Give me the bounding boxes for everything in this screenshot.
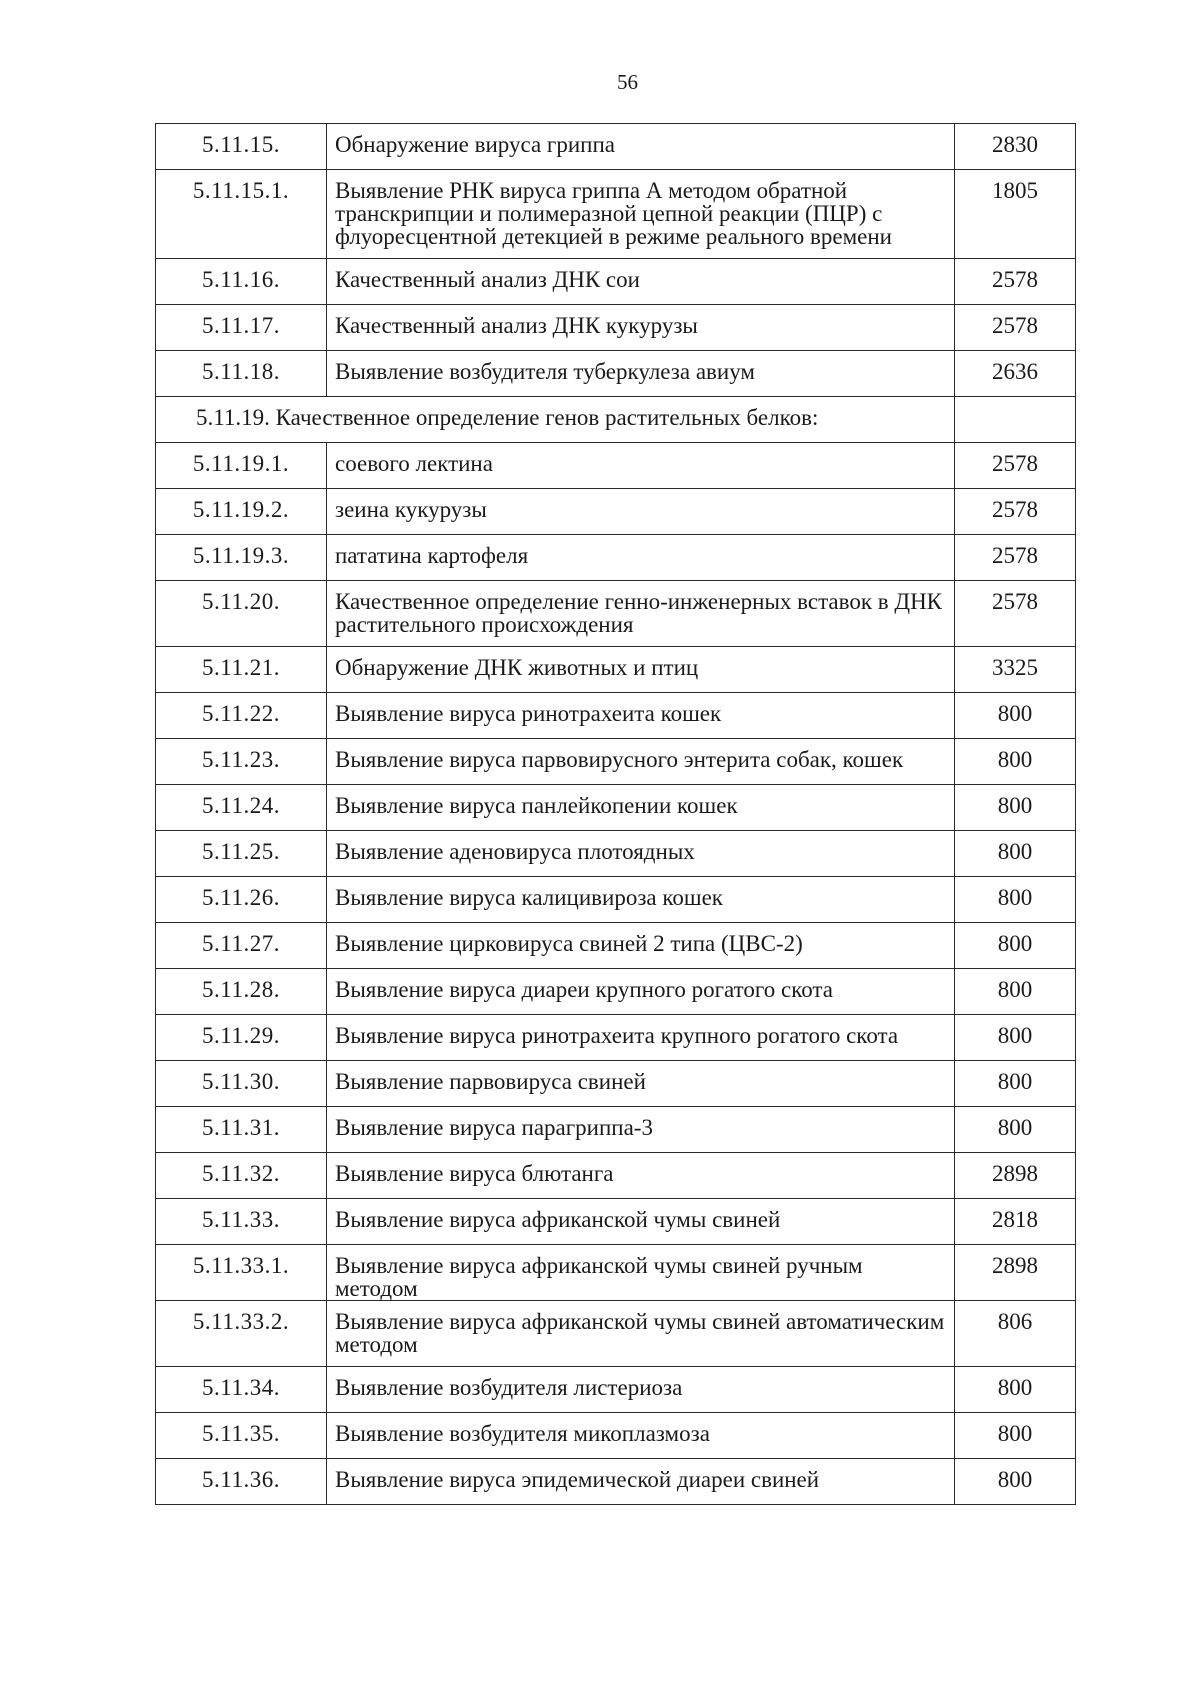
service-name-cell: Выявление парвовируса свиней <box>327 1061 955 1107</box>
table-row <box>156 831 1076 877</box>
service-name-cell: Выявление вируса калицивироза кошек <box>327 877 955 923</box>
code-cell: 5.11.28. <box>156 969 327 1015</box>
table-row <box>156 785 1076 831</box>
price-cell: 2578 <box>955 259 1076 305</box>
price-cell: 800 <box>955 785 1076 831</box>
table-row <box>156 1245 1076 1301</box>
price-cell: 800 <box>955 877 1076 923</box>
service-name-cell: зеина кукурузы <box>327 489 955 535</box>
section-heading: 5.11.19. Качественное определение генов растительных белков: <box>156 397 955 443</box>
code-cell: 5.11.24. <box>156 785 327 831</box>
code-cell: 5.11.18. <box>156 351 327 397</box>
table-row <box>156 535 1076 581</box>
table-row <box>156 1301 1076 1367</box>
price-cell: 2898 <box>955 1153 1076 1199</box>
price-cell: 800 <box>955 1061 1076 1107</box>
price-cell: 800 <box>955 739 1076 785</box>
service-name-cell: Выявление вируса африканской чумы свиней ручным методом <box>327 1245 955 1301</box>
code-cell: 5.11.33.1. <box>156 1245 327 1301</box>
code-cell: 5.11.35. <box>156 1413 327 1459</box>
table-row <box>156 1015 1076 1061</box>
code-cell: 5.11.17. <box>156 305 327 351</box>
code-cell: 5.11.19.1. <box>156 443 327 489</box>
table-row <box>156 305 1076 351</box>
service-name-cell: Выявление возбудителя микоплазмоза <box>327 1413 955 1459</box>
table-row <box>156 170 1076 259</box>
table-row <box>156 1153 1076 1199</box>
code-cell: 5.11.16. <box>156 259 327 305</box>
service-name-cell: Качественный анализ ДНК сои <box>327 259 955 305</box>
price-cell: 2578 <box>955 535 1076 581</box>
price-cell: 806 <box>955 1301 1076 1367</box>
table-row <box>156 443 1076 489</box>
service-name-cell: Выявление вируса ринотрахеита кошек <box>327 693 955 739</box>
table-row <box>156 923 1076 969</box>
price-table-body <box>156 124 1076 1505</box>
code-cell: 5.11.15. <box>156 124 327 170</box>
service-name-cell: Качественный анализ ДНК кукурузы <box>327 305 955 351</box>
service-name-cell: Выявление возбудителя листериоза <box>327 1367 955 1413</box>
table-row <box>156 739 1076 785</box>
code-cell: 5.11.19.3. <box>156 535 327 581</box>
price-cell: 2818 <box>955 1199 1076 1245</box>
code-cell: 5.11.33. <box>156 1199 327 1245</box>
price-cell: 3325 <box>955 647 1076 693</box>
code-cell: 5.11.22. <box>156 693 327 739</box>
price-cell: 800 <box>955 1015 1076 1061</box>
service-name-cell: соевого лектина <box>327 443 955 489</box>
code-cell: 5.11.29. <box>156 1015 327 1061</box>
price-cell: 800 <box>955 1107 1076 1153</box>
price-cell: 2636 <box>955 351 1076 397</box>
service-name-cell: Выявление возбудителя туберкулеза авиум <box>327 351 955 397</box>
service-name-cell: Выявление вируса ринотрахеита крупного рогатого скота <box>327 1015 955 1061</box>
code-cell: 5.11.25. <box>156 831 327 877</box>
service-name-cell: Выявление вируса панлейкопении кошек <box>327 785 955 831</box>
price-cell <box>955 397 1076 443</box>
table-row <box>156 1061 1076 1107</box>
service-name-cell: Выявление вируса парвовирусного энтерита собак, кошек <box>327 739 955 785</box>
table-row <box>156 969 1076 1015</box>
price-cell: 2578 <box>955 443 1076 489</box>
code-cell: 5.11.26. <box>156 877 327 923</box>
code-cell: 5.11.21. <box>156 647 327 693</box>
price-cell: 800 <box>955 969 1076 1015</box>
code-cell: 5.11.23. <box>156 739 327 785</box>
code-cell: 5.11.15.1. <box>156 170 327 259</box>
price-cell: 2578 <box>955 581 1076 647</box>
service-name-cell: Выявление вируса блютанга <box>327 1153 955 1199</box>
service-name-cell: Выявление вируса африканской чумы свиней <box>327 1199 955 1245</box>
price-cell: 800 <box>955 1459 1076 1505</box>
code-cell: 5.11.31. <box>156 1107 327 1153</box>
service-name-cell: Выявление вируса парагриппа-3 <box>327 1107 955 1153</box>
table-row <box>156 581 1076 647</box>
price-table <box>155 123 1076 1505</box>
price-cell: 800 <box>955 831 1076 877</box>
price-cell: 2830 <box>955 124 1076 170</box>
service-name-cell: Выявление вируса диареи крупного рогатого скота <box>327 969 955 1015</box>
service-name-cell: Качественное определение генно-инженерных вставок в ДНК растительного происхождения <box>327 581 955 647</box>
service-name-cell: Выявление РНК вируса гриппа А методом обратной транскрипции и полимеразной цепной реакции (ПЦР) с флуоресцентной детекцией в режиме реального времени <box>327 170 955 259</box>
service-name-cell: Выявление вируса эпидемической диареи свиней <box>327 1459 955 1505</box>
code-cell: 5.11.30. <box>156 1061 327 1107</box>
table-row <box>156 693 1076 739</box>
service-name-cell: Выявление вируса африканской чумы свиней автоматическим методом <box>327 1301 955 1367</box>
price-cell: 800 <box>955 693 1076 739</box>
price-cell: 800 <box>955 923 1076 969</box>
table-row <box>156 489 1076 535</box>
code-cell: 5.11.27. <box>156 923 327 969</box>
price-cell: 800 <box>955 1413 1076 1459</box>
price-cell: 2578 <box>955 489 1076 535</box>
table-row <box>156 877 1076 923</box>
service-name-cell: Обнаружение ДНК животных и птиц <box>327 647 955 693</box>
table-row <box>156 1107 1076 1153</box>
table-row <box>156 351 1076 397</box>
table-row <box>156 259 1076 305</box>
table-row <box>156 124 1076 170</box>
code-cell: 5.11.33.2. <box>156 1301 327 1367</box>
table-row <box>156 1367 1076 1413</box>
section-row <box>156 397 1076 443</box>
service-name-cell: Выявление аденовируса плотоядных <box>327 831 955 877</box>
code-cell: 5.11.32. <box>156 1153 327 1199</box>
price-cell: 800 <box>955 1367 1076 1413</box>
price-cell: 2578 <box>955 305 1076 351</box>
code-cell: 5.11.36. <box>156 1459 327 1505</box>
service-name-cell: пататина картофеля <box>327 535 955 581</box>
code-cell: 5.11.19.2. <box>156 489 327 535</box>
page-number: 56 <box>617 70 638 94</box>
service-name-cell: Выявление цирковируса свиней 2 типа (ЦВС-2) <box>327 923 955 969</box>
code-cell: 5.11.20. <box>156 581 327 647</box>
table-row <box>156 1459 1076 1505</box>
code-cell: 5.11.34. <box>156 1367 327 1413</box>
service-name-cell: Обнаружение вируса гриппа <box>327 124 955 170</box>
price-cell: 1805 <box>955 170 1076 259</box>
table-row <box>156 647 1076 693</box>
price-cell: 2898 <box>955 1245 1076 1301</box>
table-row <box>156 1413 1076 1459</box>
table-row <box>156 1199 1076 1245</box>
